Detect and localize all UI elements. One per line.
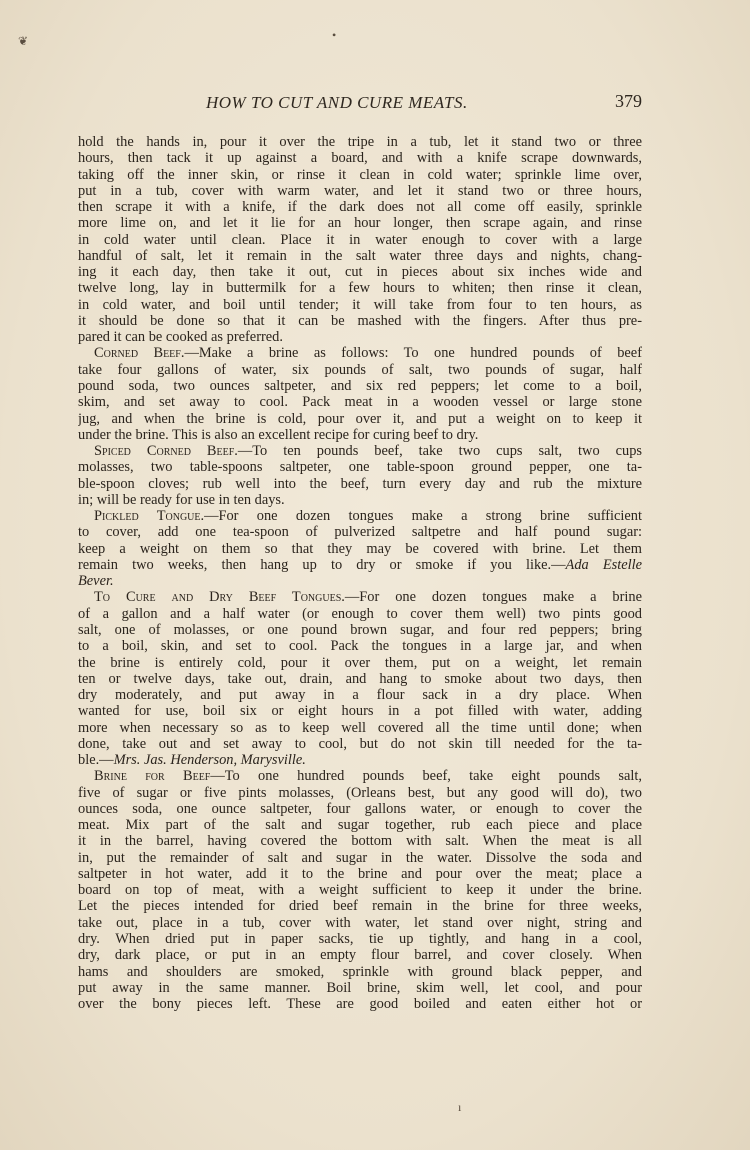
text-line [78,752,642,768]
text-line: put away in the same manner. Boil brine, skim well, let cool, and pour [78,979,642,996]
dot-mark: • [332,28,337,42]
text-line: saltpeter in hot water, add it to the brine and pour over the meat; place a [78,865,642,882]
author-credit: Bever. [78,573,114,590]
text-line: dry. When dried put in paper sacks, tie up tightly, and hang in a cool, [78,931,642,948]
recipe-brine-for-beef [78,768,642,784]
text-line: pound soda, two ounces saltpeter, and six red peppers; let come to a boil, [78,377,642,394]
text-line: handful of salt, let it remain in the salt water three days and nights, chang- [78,247,642,264]
recipe-corned-beef [78,345,642,361]
text-line: more when necessary so as to keep well covered all the time until done; when [78,719,642,736]
text-line: take four gallons of water, six pounds of salt, two pounds of sugar, half [78,361,642,378]
text-line: wanted for use, boil six or eight hours in a pot filled with water, adding [78,703,642,720]
text-run: —For one dozen tongues make a strong brine sufficient [204,508,642,525]
text-line: in; will be ready for use in ten days. [78,491,285,508]
text-line: in, put the remainder of salt and sugar in the water. Dissolve the soda and [78,849,642,866]
text-line: jug, and when the brine is cold, pour over it, and put a weight on to keep it [78,410,642,427]
text-line: over the bony pieces left. These are good boiled and eaten either hot or [78,996,642,1013]
text-line: ten or twelve days, take out, drain, and hang to smoke about two days, then [78,670,642,687]
text-line: the brine is entirely cold, pour it over them, put on a weight, let remain [78,654,642,671]
text-line: twelve long, lay in buttermilk for a few hours to whiten; then rinse it clean, [78,280,642,297]
recipe-heading: Brine for Beef [94,768,211,785]
text-line: five of sugar or five pints molasses, (Orleans best, but any good will do), two [78,784,642,801]
text-line: skim, and set away to cool. Pack meat in a wooden vessel or large stone [78,394,642,411]
text-line: ounces soda, one ounce saltpeter, four gallons water, or enough to cover the [78,800,642,817]
text-line: hours, then tack it up against a board, and with a knife scrape downwards, [78,150,642,167]
text-line: then scrape it with a knife, if the dark does not all come off easily, sprinkle [78,199,642,216]
text-line: ble-spoon cloves; rub well into the beef, turn every day and rub the mixture [78,475,642,492]
author-credit: Mrs. Jas. Henderson, Marysville. [113,752,306,769]
text-line: to cover, add one tea-spoon of pulverized saltpetre and half pound sugar: [78,524,642,541]
recipe-heading: Pickled Tongue. [94,508,205,525]
text-run: —For one dozen tongues make a brine [344,589,642,606]
text-line: dry, dark place, or put in an empty flour barrel, and cover closely. When [78,947,642,964]
recipe-cure-dry-beef-tongues [78,589,642,605]
running-head [78,93,642,115]
text-line: in cold water, and boil until tender; it will take from four to ten hours, as [78,296,642,313]
text-run: —Make a brine as follows: To one hundred pounds of beef [184,345,642,362]
recipe-spiced-corned-beef [78,443,642,459]
stray-mark: ı [458,1100,462,1114]
text-line: put in a tub, cover with warm water, and let it stand two or three hours, [78,182,642,199]
text-line: ing it each day, then take it out, cut in pieces about six inches wide and [78,264,642,281]
text-line: keep a weight on them so that they may be covered with brine. Let them [78,540,642,557]
text-line: dry moderately, and put away in a flour sack in a dry place. When [78,687,642,704]
ink-spot-ornament: ❦ [18,34,29,48]
text-run: remain two weeks, then hang up to dry or smoke if you like.— [78,556,566,573]
recipe-heading: Spiced Corned Beef. [94,443,238,460]
text-line: in cold water until clean. Place it in water enough to cover with a large [78,231,642,248]
text-line: it in the barrel, having covered the bottom with salt. When the meat is all [78,833,642,850]
recipe-heading: Corned Beef. [94,345,185,362]
text-line: molasses, two table-spoons saltpeter, one table-spoon ground pepper, one ta- [78,459,642,476]
text-line: salt, one of molasses, or one pound brown sugar, and four red peppers; bring [78,621,642,638]
text-line: it should be done so that it can be mashed with the fingers. After thus pre- [78,312,642,329]
text-line: of a gallon and a half water (or enough to cover them well) two pints good [78,605,642,622]
text-line: meat. Mix part of the salt and sugar together, rub each piece and place [78,817,642,834]
text-line: take out, place in a tub, cover with water, let stand over night, string and [78,914,642,931]
text-line: to a boil, skin, and set to cool. Pack the tongues in a large jar, and when [78,638,642,655]
author-credit: Ada Estelle [565,556,642,573]
recipe-heading: To Cure and Dry Beef Tongues. [94,589,345,606]
text-line: under the brine. This is also an excellent recipe for curing beef to dry. [78,426,479,443]
text-line [78,557,642,573]
text-run: ble.— [78,752,114,769]
text-line: hams and shoulders are smoked, sprinkle with ground black pepper, and [78,963,642,980]
text-line: hold the hands in, pour it over the tripe in a tub, let it stand two or three [78,134,642,150]
text-line: taking off the inner skin, or rinse it clean in cold water; sprinkle lime over, [78,166,642,183]
page-number: 379 [615,91,642,111]
text-line: more lime on, and let it lie for an hour longer, then scrape again, and rinse [78,215,642,232]
text-line: board on top of meat, with a weight sufficient to keep it under the brine. [78,882,642,899]
text-line [78,573,642,589]
running-title: HOW TO CUT AND CURE MEATS. [206,93,468,112]
text-run: —To one hundred pounds beef, take eight pounds salt, [210,768,642,785]
text-line: Let the pieces intended for dried beef remain in the brine for three weeks, [78,898,642,915]
text-line: pared it can be cooked as preferred. [78,329,283,346]
text-run: —To ten pounds beef, take two cups salt, two cups [237,443,642,460]
body-text [78,134,642,1012]
text-line: done, take out and set away to cool, but do not skin till needed for the ta- [78,735,642,752]
recipe-pickled-tongue [78,508,642,524]
